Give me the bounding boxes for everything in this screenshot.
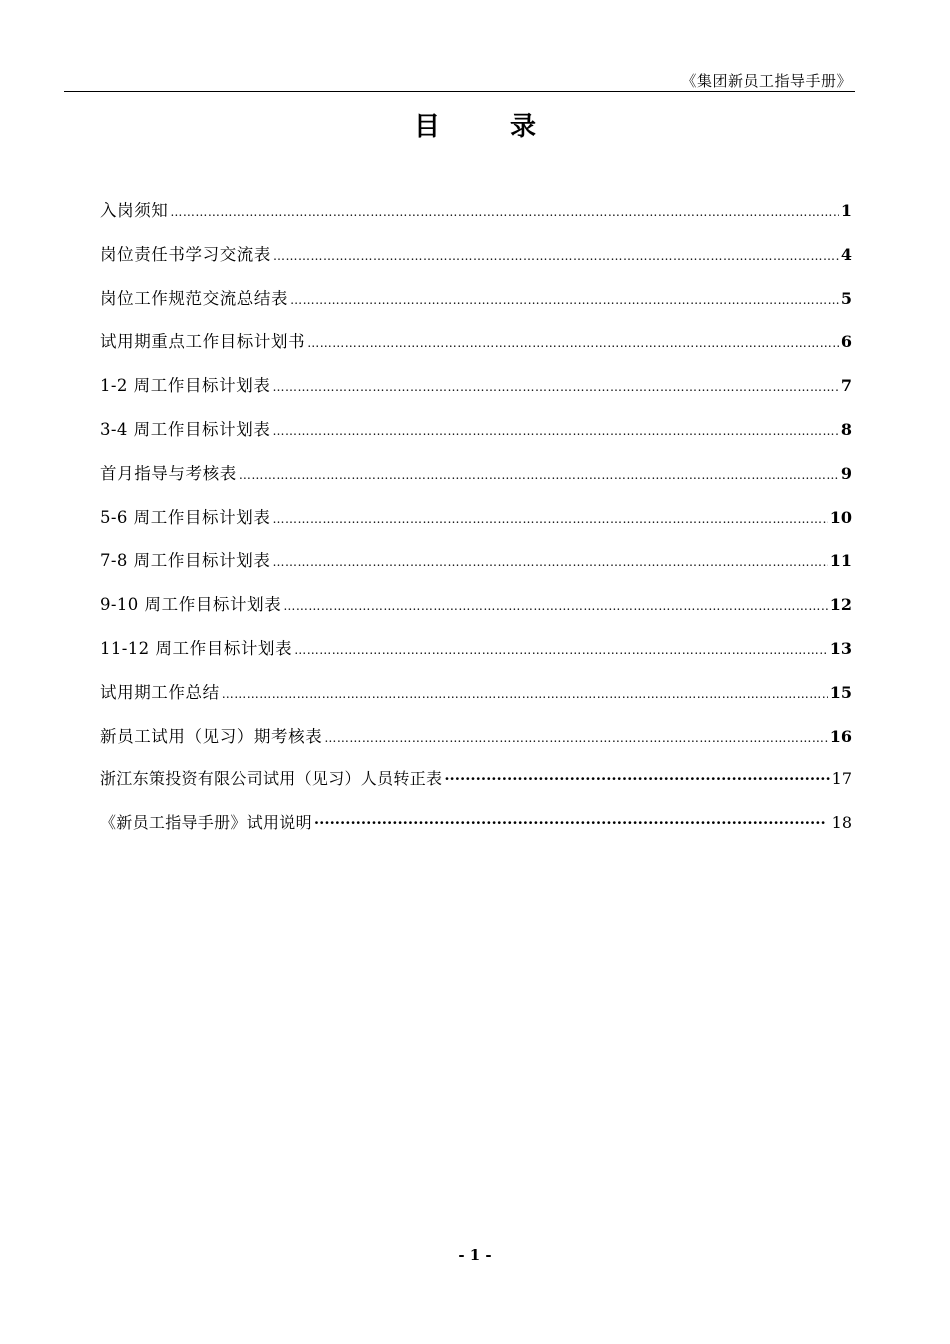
header-rule <box>64 91 855 92</box>
toc-entry-label: 周工作目标计划表 <box>133 551 271 571</box>
toc-entry-label: 入岗须知 <box>100 201 169 220</box>
table-of-contents <box>100 197 852 854</box>
toc-entry-label: 新员工试用（见习）期考核表 <box>100 726 323 746</box>
toc-entry-label: 周工作目标计划表 <box>133 419 271 439</box>
toc-entry-week-range: 1-2 <box>100 376 128 396</box>
toc-entry-page: 4 <box>840 244 852 264</box>
toc-entry-page: 8 <box>840 419 852 439</box>
toc-entry[interactable] <box>100 197 852 241</box>
toc-entry-week-range: 7-8 <box>100 551 128 571</box>
toc-entry-label: 试用期工作总结 <box>100 682 220 702</box>
toc-entry-label: 周工作目标计划表 <box>144 595 282 615</box>
toc-entry-page: 11 <box>829 551 852 571</box>
toc-entry-page: 5 <box>840 288 852 308</box>
toc-entry[interactable] <box>100 547 852 591</box>
toc-entry-label-wrap <box>100 591 281 615</box>
toc-entry[interactable] <box>100 460 852 504</box>
toc-entry-page: 10 <box>829 507 852 527</box>
toc-entry[interactable] <box>100 591 852 635</box>
toc-leader <box>272 424 838 438</box>
toc-title-char-2: 录 <box>510 112 537 142</box>
toc-leader <box>324 731 827 745</box>
toc-entry-label: 首月指导与考核表 <box>100 463 237 483</box>
toc-entry-week-range: 5-6 <box>100 507 128 527</box>
toc-entry-label-wrap <box>100 416 270 440</box>
toc-leader <box>314 814 830 832</box>
toc-entry-page: 15 <box>829 682 852 702</box>
toc-title <box>0 106 950 143</box>
toc-leader <box>307 336 839 350</box>
toc-leader <box>283 599 827 613</box>
toc-entry-page: 16 <box>829 726 852 746</box>
toc-entry-week-range: 11-12 <box>100 638 150 658</box>
toc-entry[interactable] <box>100 679 852 723</box>
toc-leader <box>222 687 828 701</box>
toc-leader <box>272 512 827 526</box>
toc-entry[interactable] <box>100 723 852 767</box>
toc-entry-page: 18 <box>831 813 852 833</box>
toc-entry-label-wrap <box>100 504 270 528</box>
toc-entry-page: 13 <box>829 638 852 658</box>
toc-entry[interactable] <box>100 241 852 285</box>
toc-leader <box>444 770 829 788</box>
toc-entry[interactable] <box>100 635 852 679</box>
toc-entry[interactable] <box>100 285 852 329</box>
toc-title-char-1: 目 <box>413 112 440 142</box>
toc-entry-label: 岗位工作规范交流总结表 <box>100 288 289 308</box>
toc-entry[interactable] <box>100 504 852 548</box>
toc-leader <box>294 643 827 657</box>
toc-entry-page: 17 <box>831 769 852 789</box>
toc-entry-label-wrap <box>100 372 270 396</box>
toc-leader <box>290 293 839 307</box>
running-header: 《集团新员工指导手册》 <box>681 72 852 90</box>
toc-leader <box>272 380 838 394</box>
toc-entry[interactable] <box>100 328 852 372</box>
toc-entry[interactable] <box>100 810 852 854</box>
toc-entry-week-range: 3-4 <box>100 419 128 439</box>
toc-leader <box>273 249 839 263</box>
toc-leader <box>239 468 839 482</box>
toc-entry[interactable] <box>100 766 852 810</box>
toc-entry-page: 9 <box>840 463 852 483</box>
toc-entry-label: 周工作目标计划表 <box>133 376 271 396</box>
toc-entry[interactable] <box>100 416 852 460</box>
toc-entry-label: 周工作目标计划表 <box>155 638 293 658</box>
toc-entry[interactable] <box>100 372 852 416</box>
toc-entry-page: 1 <box>840 201 852 220</box>
toc-entry-label: 周工作目标计划表 <box>133 507 271 527</box>
toc-leader <box>170 205 838 219</box>
toc-entry-label: 岗位责任书学习交流表 <box>100 244 271 264</box>
toc-entry-label-wrap <box>100 635 292 659</box>
toc-entry-label: 浙江东策投资有限公司试用（见习）人员转正表 <box>100 769 443 789</box>
toc-entry-week-range: 9-10 <box>100 595 139 615</box>
toc-entry-label-wrap <box>100 547 270 571</box>
page-number-footer: - 1 - <box>458 1246 492 1264</box>
toc-entry-page: 6 <box>840 332 852 352</box>
toc-entry-page: 7 <box>840 376 852 396</box>
toc-entry-page: 12 <box>829 595 852 615</box>
toc-entry-label: 试用期重点工作目标计划书 <box>100 332 306 352</box>
toc-leader <box>272 555 827 569</box>
toc-entry-label: 《新员工指导手册》试用说明 <box>100 813 312 833</box>
